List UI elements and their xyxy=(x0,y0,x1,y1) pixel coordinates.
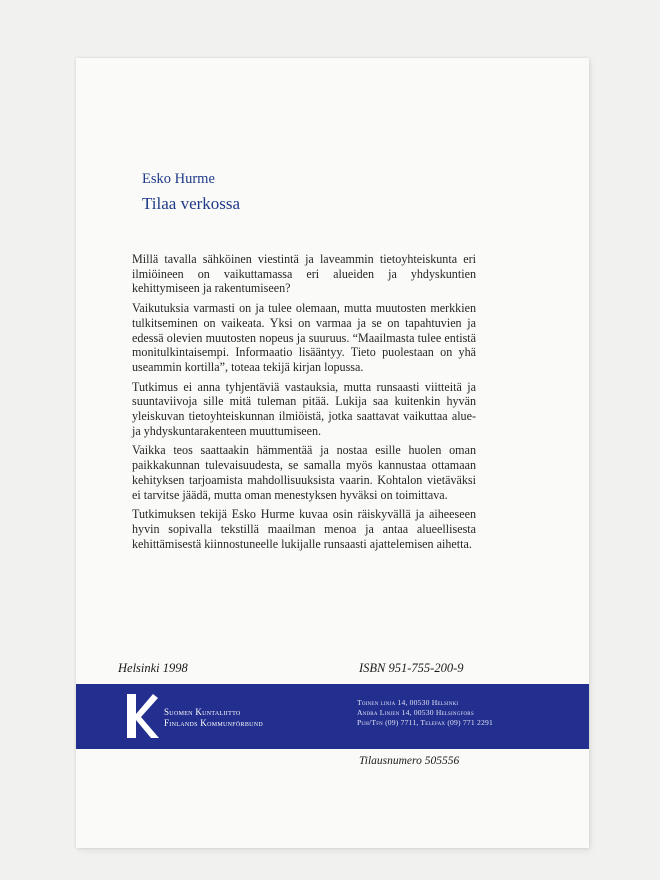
book-title: Tilaa verkossa xyxy=(142,194,241,213)
blurb-text xyxy=(132,252,476,556)
book-back-cover xyxy=(76,58,589,848)
isbn: ISBN 951-755-200-9 xyxy=(359,661,464,675)
publication-place-year: Helsinki 1998 xyxy=(118,661,188,675)
author-name: Esko Hurme xyxy=(142,171,215,187)
blurb-paragraph: Tutkimus ei anna tyhjentäviä vastauksia, mutta runsaasti viitteitä ja suuntaviivoja sille mitä tuleman pitää. Lukija saa kuitenkin hyvän yleiskuvan tietoyhteiskunnan ilmiöistä, jotka saattavat vaikuttaa alue- ja yhdyskuntarakenteen muuttumiseen. xyxy=(132,379,476,438)
blurb-paragraph: Vaikutuksia varmasti on ja tulee olemaan, mutta muutosten merkkien tulkitseminen on vaikeata. Yksi on varmaa ja se on tapahtuvien ja edessä olevien muutosten nopeus ja suuruus. “Maailmasta tulee entistä monitulkintaisempi. Informaatio lisääntyy. Tieto puolestaan on yhä useammin kortilla”, toteaa tekijä kirjan lopussa. xyxy=(132,301,476,374)
address-fi: Toinen linja 14, 00530 Helsinki xyxy=(357,698,459,707)
publisher-name-sv: Finlands Kommunförbund xyxy=(164,718,264,728)
publisher-address xyxy=(357,698,493,728)
publisher-band xyxy=(76,684,589,749)
kuntaliitto-k-logo-icon xyxy=(124,692,160,740)
order-number: Tilausnumero 505556 xyxy=(359,755,460,767)
blurb-paragraph: Vaikka teos saattaakin hämmentää ja nostaa esille huolen oman paikkakunnan tulevaisuudesta, se samalla myös kannustaa ottamaan kehityksen tarjoamista mahdollisuuksista vaarin. Kohtalon vietäväksi ei tarvitse jäädä, mutta oman menestyksen hyväksi on toimittava. xyxy=(132,443,476,502)
phone-fax: Puh/Tfn (09) 7711, Telefax (09) 771 2291 xyxy=(357,718,493,727)
publisher-name xyxy=(164,707,263,729)
address-sv: Andra Linjen 14, 00530 Helsingfors xyxy=(357,708,474,717)
publisher-name-fi: Suomen Kuntaliitto xyxy=(164,707,241,717)
blurb-paragraph: Millä tavalla sähköinen viestintä ja laveammin tietoyhteiskunta eri ilmiöineen on vaikuttamassa eri alueiden ja yhdyskuntien kehittymiseen ja rakentumiseen? xyxy=(132,252,476,296)
blurb-paragraph: Tutkimuksen tekijä Esko Hurme kuvaa osin räiskyvällä ja aiheeseen hyvin sopivalla tekstillä maailman menoa ja antaa alueellisesta kehittämisestä kiinnostuneelle lukijalle runsaasti ajattelemisen aihetta. xyxy=(132,507,476,551)
